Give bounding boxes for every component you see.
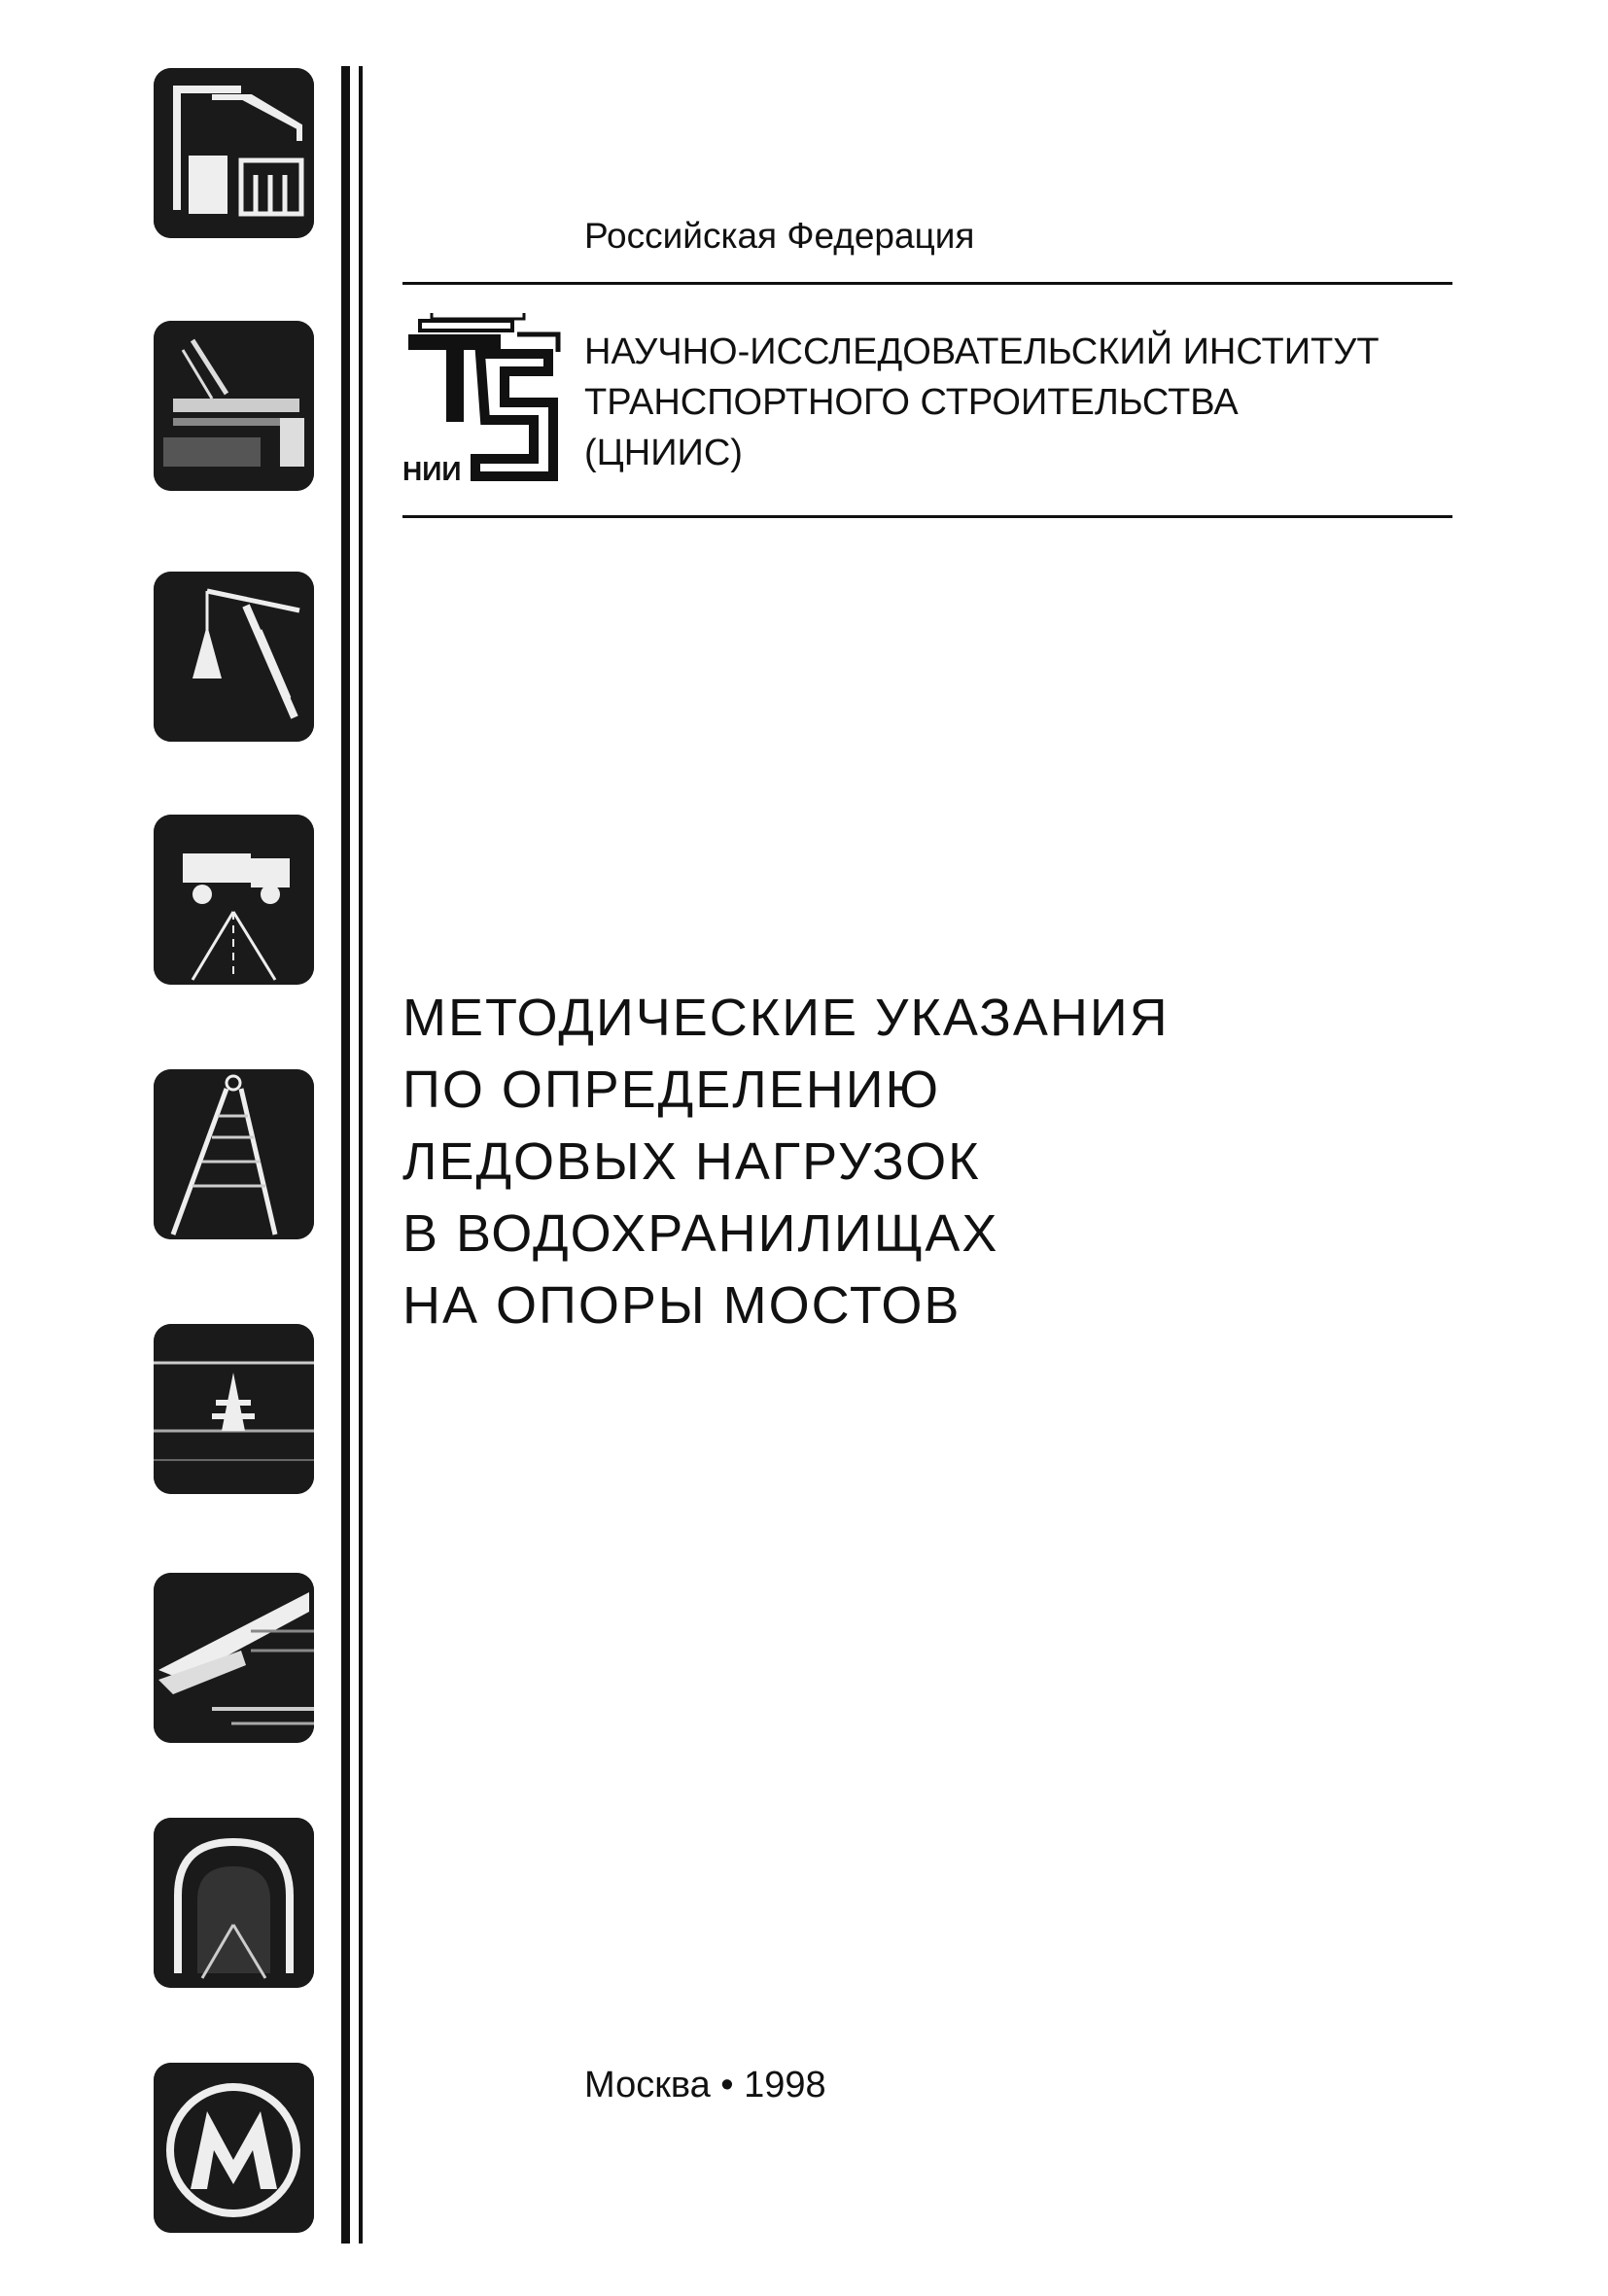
institute-line-3: (ЦНИИС) [584, 433, 743, 473]
vertical-rule-thin [359, 66, 363, 2244]
title-line-3: ЛЕДОВЫХ НАГРУЗОК [402, 1132, 981, 1191]
institute-line-1: НАУЧНО-ИССЛЕДОВАТЕЛЬСКИЙ ИНСТИТУТ [584, 331, 1380, 372]
institute-name [584, 327, 1380, 478]
country-label: Российская Федерация [584, 216, 975, 256]
top-rule [402, 282, 1452, 285]
tunnel-icon [154, 1818, 314, 1988]
power-line-icon [154, 1324, 314, 1494]
title-line-2: ПО ОПРЕДЕЛЕНИЮ [402, 1061, 941, 1119]
document-title [402, 982, 1170, 1341]
title-line-5: НА ОПОРЫ МОСТОВ [402, 1276, 961, 1335]
bottom-rule [402, 515, 1452, 518]
vertical-rule-thick [341, 66, 350, 2244]
place-year: Москва • 1998 [584, 2065, 826, 2105]
dump-truck-road-icon [154, 815, 314, 985]
crane-bridge-icon [154, 321, 314, 491]
bridge-construction-icon [154, 68, 314, 238]
title-line-4: В ВОДОХРАНИЛИЩАХ [402, 1204, 999, 1263]
airplane-icon [154, 1573, 314, 1743]
tower-crane-icon [154, 572, 314, 742]
metro-icon [154, 2063, 314, 2233]
title-line-1: МЕТОДИЧЕСКИЕ УКАЗАНИЯ [402, 989, 1170, 1047]
institute-logo [402, 313, 568, 490]
railway-track-icon [154, 1069, 314, 1239]
logo-abbr: НИИ [402, 456, 462, 486]
institute-line-2: ТРАНСПОРТНОГО СТРОИТЕЛЬСТВА [584, 382, 1239, 423]
